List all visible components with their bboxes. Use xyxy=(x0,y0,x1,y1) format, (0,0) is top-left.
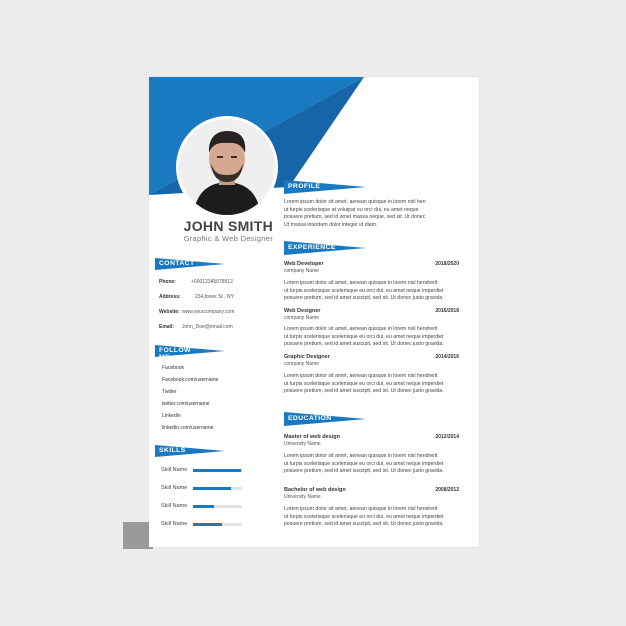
degree-title: Master of web design xyxy=(284,434,340,440)
contact-label: Email: xyxy=(159,324,175,330)
job-company: company Name xyxy=(284,315,320,321)
social-label-facebook: Facebook xyxy=(162,365,184,371)
social-label-twitter: Twitter xyxy=(162,389,177,395)
social-link-linkedin[interactable]: linkedin.com/username xyxy=(162,425,214,431)
degree-date: 2008/2012 xyxy=(435,487,459,493)
candidate-name: JOHN SMITH xyxy=(183,218,273,234)
skill-bar-fill xyxy=(193,487,231,490)
job-title: Web Developer xyxy=(284,261,324,267)
resume-page: JOHN SMITH Graphic & Web Designer CONTACT Phone: +00012345678912 Address: 234Jones St , NY Website: www.yourcompany.com Email: John_Doe@email.com FOLLOW ME Facebook Facebook.com/username Twitter twitter.com/username Linkedin linkedin.com/username SKILLS Skill Name Skill Name Skill Name Skill Name PROFILE Lorem ipsum dolor sit amet, aenean quisque in lorem nisl hen ut turpis scelerisque at volutpat eu orci dui, eu amet neque posuere pretium, sed id amet massa neque, sed sit. Ut donec Ut massa interdum dolor integer id diam. EXPERIENCE Web Developer 2018/2020 company Name Lorem ipsum dolor sit amet, aenean quisque in lorem nisl hendrerit ut turpis scelerisque scelerisque eu orci dui, eu amet neque imperdiet posuere pretium, sed id amet suscipit, sed sit. Ut donec justo gravida. Web Designer 2016/2018 company Name Lorem ipsum dolor sit amet, aenean quisque in lorem nisl hendrerit ut turpis scelerisque scelerisque eu orci dui, eu amet neque imperdiet posuere pretium, sed id amet suscipit, sed sit. Ut donec justo gravida. Graphic Designer 2014/2016 company Name Lorem ipsum dolor sit amet, aenean quisque in lorem nisl hendrerit ut turpis scelerisque scelerisque eu orci dui, eu amet neque imperdiet posuere pretium, sed id amet suscipit, sed sit. Ut donec justo gravida. EDUCATION Master of web design 2012/2014 University Name Lorem ipsum dolor sit amet, aenean quisque in lorem nisl hendrerit ut turpis scelerisque scelerisque eu orci dui, eu amet neque imperdiet posuere pretium, sed id amet suscipit, sed sit. Ut donec justo gravida. Bachelor of web design 2008/2012 University Name Lorem ipsum dolor sit amet, aenean quisque in lorem nisl hendrerit ut turpis scelerisque scelerisque eu orci dui, eu amet neque imperdiet posuere pretium, sed id amet suscipit, sed sit. Ut donec justo gravida. xyxy=(149,77,479,547)
address-value: 234Jones St , NY xyxy=(195,294,234,300)
degree-description: Lorem ipsum dolor sit amet, aenean quisque in lorem nisl hendrerit ut turpis scelerisque scelerisque eu orci dui, eu amet neque imperdiet posuere pretium, sed id amet suscipit, sed sit. Ut donec justo gravida. xyxy=(284,506,444,528)
job-date: 2018/2020 xyxy=(435,261,459,267)
skill-name: Skill Name xyxy=(161,503,188,509)
university-name: University Name xyxy=(284,441,321,447)
skill-name: Skill Name xyxy=(161,485,188,491)
email-link[interactable]: John_Doe@email.com xyxy=(182,324,233,330)
university-name: University Name xyxy=(284,494,321,500)
skill-name: Skill Name xyxy=(161,521,188,527)
social-label-linkedin: Linkedin xyxy=(162,413,181,419)
avatar-icon xyxy=(179,119,275,215)
job-title: Web Designer xyxy=(284,308,321,314)
job-title: Graphic Designer xyxy=(284,354,330,360)
phone-value: +00012345678912 xyxy=(191,279,233,285)
skill-bar-fill xyxy=(193,469,241,472)
job-description: Lorem ipsum dolor sit amet, aenean quisque in lorem nisl hendrerit ut turpis scelerisque scelerisque eu orci dui, eu amet neque imperdiet posuere pretium, sed id amet suscipit, sed sit. Ut donec justo gravida. xyxy=(284,373,444,395)
job-company: company Name xyxy=(284,268,320,274)
skill-name: Skill Name xyxy=(161,467,188,473)
skill-bar xyxy=(193,523,242,526)
degree-title: Bachelor of web design xyxy=(284,487,346,493)
social-link-facebook[interactable]: Facebook.com/username xyxy=(162,377,219,383)
job-company: company Name xyxy=(284,361,320,367)
degree-date: 2012/2014 xyxy=(435,434,459,440)
degree-description: Lorem ipsum dolor sit amet, aenean quisque in lorem nisl hendrerit ut turpis scelerisque scelerisque eu orci dui, eu amet neque imperdiet posuere pretium, sed id amet suscipit, sed sit. Ut donec justo gravida. xyxy=(284,453,444,475)
job-date: 2016/2018 xyxy=(435,308,459,314)
contact-label: Website: xyxy=(159,309,180,315)
job-date: 2014/2016 xyxy=(435,354,459,360)
skill-bar xyxy=(193,469,242,472)
skill-bar-fill xyxy=(193,523,222,526)
skill-bar xyxy=(193,487,242,490)
candidate-title: Graphic & Web Designer xyxy=(183,234,273,243)
contact-label: Address: xyxy=(159,294,181,300)
skill-bar xyxy=(193,505,242,508)
profile-text: Lorem ipsum dolor sit amet, aenean quisque in lorem nisl hen ut turpis scelerisque at volutpat eu orci dui, eu amet neque posuere pretium, sed id amet massa neque, sed sit. Ut donec Ut massa interdum dolor integer id diam. xyxy=(284,199,426,229)
social-link-twitter[interactable]: twitter.com/username xyxy=(162,401,210,407)
job-description: Lorem ipsum dolor sit amet, aenean quisque in lorem nisl hendrerit ut turpis scelerisque scelerisque eu orci dui, eu amet neque imperdiet posuere pretium, sed id amet suscipit, sed sit. Ut donec justo gravida. xyxy=(284,326,444,348)
contact-label: Phone: xyxy=(159,279,176,285)
skill-bar-fill xyxy=(193,505,214,508)
website-link[interactable]: www.yourcompany.com xyxy=(182,309,235,315)
job-description: Lorem ipsum dolor sit amet, aenean quisque in lorem nisl hendrerit ut turpis scelerisque scelerisque eu orci dui, eu amet neque imperdiet posuere pretium, sed id amet suscipit, sed sit. Ut donec justo gravida. xyxy=(284,280,444,302)
profile-photo xyxy=(179,119,275,215)
